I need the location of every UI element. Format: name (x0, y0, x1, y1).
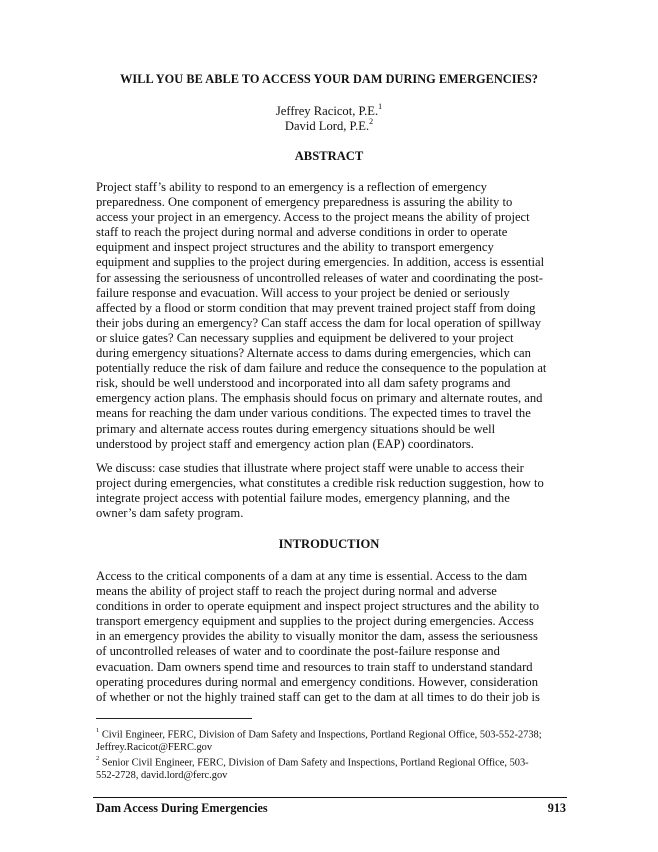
text-line: integrate project access with potential failure modes, emergency planning, and the (96, 491, 510, 506)
text-line: Access to the critical components of a dam at any time is essential. Access to the dam (96, 569, 528, 583)
text-line: potentially reduce the risk of dam failure and reduce the consequence to the population at (96, 361, 547, 376)
text-line: evacuation. Dam owners spend time and resources to train staff to understand standard (96, 659, 533, 674)
text-line: conditions in order to operate equipment and inspect project structures and the ability to (96, 599, 540, 614)
footnote-1-continued: Jeffrey.Racicot@FERC.gov (96, 741, 213, 753)
footnote-mark: 1 (378, 102, 383, 111)
author-1 (0, 103, 658, 119)
running-title: Dam Access During Emergencies (96, 801, 268, 815)
introduction-paragraph-1 (96, 569, 576, 705)
paper-title: WILL YOU BE ABLE TO ACCESS YOUR DAM DURING EMERGENCIES? (120, 72, 538, 86)
footnote-1 (96, 726, 576, 742)
text-line: project during emergencies, what constitutes a credible risk reduction suggestion, how to (96, 476, 544, 491)
page-number: 913 (547, 801, 566, 815)
text-line: in an emergency provides the ability to visually monitor the dam, assess the seriousness (96, 629, 538, 644)
author-name: Jeffrey Racicot, P.E. (275, 104, 379, 119)
text-line: of whether or not the highly trained staff can get to the dam at all times to do their job is (96, 689, 540, 704)
text-line: risk, should be well understood and incorporated into all dam safety programs and (96, 376, 511, 391)
text-line: for assessing the seriousness of uncontrolled releases of water and coordinating the post- (96, 270, 543, 285)
text-line: equipment and inspect project structures and the ability to transport emergency (96, 240, 494, 255)
footnote-2 (96, 754, 576, 770)
text-line: equipment and supplies to the project during emergencies. In addition, access is essential (96, 255, 545, 270)
text-line: failure response and evacuation. Will access to your project be denied or seriously (96, 285, 510, 300)
text-line: owner’s dam safety program. (96, 506, 244, 521)
text-line: means for reaching the dam under various conditions. The expected times to travel the (96, 406, 531, 421)
text-line: emergency action plans. The emphasis should focus on primary and alternate routes, and (96, 391, 543, 406)
footnote-separator (96, 718, 252, 719)
abstract-heading: ABSTRACT (294, 149, 364, 163)
text-line: or sluice gates? Can necessary supplies and equipment be delivered to your project (96, 330, 514, 345)
footnotes (96, 726, 576, 782)
footnote-text: Senior Civil Engineer, FERC, Division of Dam Safety and Inspections, Portland Regional Office, 503- (101, 757, 529, 769)
text-line: operating procedures during normal and emergency conditions. However, consideration (96, 674, 539, 689)
footnote-mark: 2 (369, 117, 374, 126)
text-line: access your project in an emergency. Access to the project means the ability of project (96, 210, 530, 225)
footnote-2-continued: 552-2728, david.lord@ferc.gov (96, 769, 228, 781)
text-line: during emergency situations? Alternate access to dams during emergencies, which can (96, 346, 531, 361)
text-line: understood by project staff and emergency action plan (EAP) coordinators. (96, 436, 474, 451)
text-line: staff to reach the project during normal and adverse conditions in order to operate (96, 225, 508, 240)
text-line: affected by a flood or storm condition that may prevent trained project staff from doing (96, 300, 536, 315)
author-2 (0, 118, 658, 134)
text-line: means the ability of project staff to reach the project during normal and adverse (96, 584, 497, 599)
text-line: their jobs during an emergency? Can staff access the dam for local operation of spillway (96, 315, 542, 330)
text-line: We discuss: case studies that illustrate where project staff were unable to access their (96, 461, 524, 475)
introduction-heading: INTRODUCTION (278, 537, 380, 551)
text-line: preparedness. One component of emergency preparedness is assuring the ability to (96, 195, 513, 210)
footnote-mark: 2 (96, 754, 100, 762)
abstract-paragraph-2 (96, 461, 576, 521)
footnote-mark: 1 (96, 727, 100, 734)
author-name: David Lord, P.E. (284, 119, 370, 134)
text-line: of uncontrolled releases of water and to coordinate the post-failure response and (96, 644, 500, 659)
text-line: primary and alternate access routes during emergency situations should be well (96, 421, 496, 436)
abstract-paragraph-1 (96, 180, 576, 452)
text-line: Project staff’s ability to respond to an emergency is a reflection of emergency (96, 180, 487, 194)
text-line: transport emergency equipment and supplies to the project during emergencies. Access (96, 614, 534, 629)
footnote-text: Civil Engineer, FERC, Division of Dam Safety and Inspections, Portland Regional Office, 503-552-2738; (101, 729, 542, 741)
footer-rule (93, 797, 567, 798)
